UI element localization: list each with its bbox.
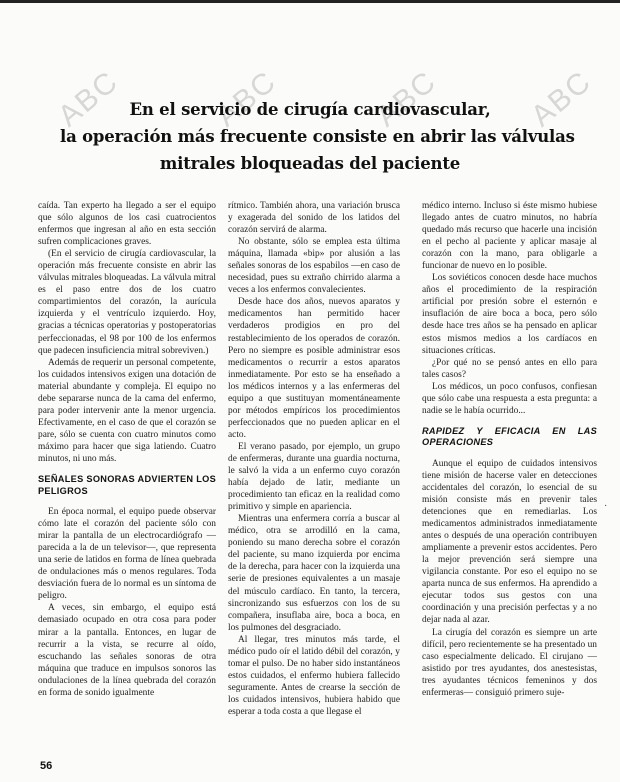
column-2 — [228, 200, 400, 775]
column-1 — [38, 200, 216, 760]
col2-paragraph: Mientras una enfermera corría a buscar al médico, otra se arrodilló en la cama, poniendo su mano derecha sobre el corazón del paciente, su mano izquierda por encima de la derecha, para hacer con la izquierda una serie de presiones equivalentes a un masaje del músculo cardíaco. En tanto, la tercera, sincronizando sus esfuerzos con los de su compañera, insuflaba aire, boca a boca, en los pulmones del desgraciado. — [228, 514, 400, 633]
col3-paragraph: Los soviéticos conocen desde hace muchos años el procedimiento de la respiración artificial por presión sobre el esternón e insuflación de aire boca a boca, pero sólo desde hace tres años se ha pensado en aplicar estos mismos medios a los cardíacos en situaciones críticas. — [422, 273, 597, 356]
headline — [60, 96, 575, 177]
col2-paragraph: Desde hace dos años, nuevos aparatos y medicamentos han permitido hacer verdaderos prodigios en pro del restablecimiento de los operados de corazón. Pero no siempre es posible administrar esos medicamentos o recurrir a estos aparatos inmediatamente. Por esto se ha enseñado a los médicos internos y a las enfermeras del equipo a que sustituyan momentáneamente por métodos empíricos los procedimientos perfeccionados que no pueden aplicar en el acto. — [228, 297, 400, 440]
headline-line-1: En el servicio de cirugía cardiovascular, — [129, 100, 491, 119]
headline-line-2: la operación más frecuente consiste en abrir las válvulas — [60, 127, 575, 146]
col2-paragraph: El verano pasado, por ejemplo, un grupo de enfermeras, durante una guardia nocturna, le salvó la vida a un enfermo cuyo corazón había dejado de latir, mediante un procedimiento tan eficaz en la realidad como primitivo y simple en apariencia. — [228, 441, 400, 513]
watermark-logo: ABC — [52, 64, 126, 134]
watermark-logo: ABC — [525, 64, 599, 134]
column-3 — [422, 200, 597, 775]
col2-paragraph: No obstante, sólo se emplea esta última máquina, llamada «bip» por alusión a las señales sonoras de los espabilos —en caso de necesidad, pues su extraño chirrido alarma a veces a los enfermos convalecientes. — [228, 237, 400, 296]
headline-line-3: mitrales bloqueadas del paciente — [159, 154, 461, 173]
watermark-logo: ABC — [370, 64, 444, 134]
col1-subheading: SEÑALES SONORAS ADVIERTEN LOS PELIGROS — [38, 474, 216, 496]
col1-paragraph: Además de requerir un personal competente, los cuidados intensivos exigen una dotación de material abundante y compleja. El equipo no debe separarse nunca de la cama del enfermo, para poder intervenir ante la menor urgencia. Efectivamente, en el caso de que el corazón se pare, sólo se cuenta con cuatro minutos como máximo para hacer que siga latiendo. Cuatro minutos, ni uno más. — [38, 357, 216, 464]
col3-paragraph: Aunque el equipo de cuidados intensivos tiene misión de hacerse valer en detecciones accidentales del corazón, lo esencial de su misión consiste más en prevenir tales detenciones que en remediarlas. Los medicamentos administrados inmediatamente antes o después de una operación contribuyen ampliamente a prevenir estos accidentes. Pero la mejor prevención será siempre una vigilancia constante. Por eso el equipo no se aparta nunca de sus enfermos. Ha aprendido a ejecutar todos sus gestos con una coordinación y una precisión perfectas y a no dejar nada al azar. — [422, 458, 597, 626]
col1-paragraph: (En el servicio de cirugía cardiovascular, la operación más frecuente consiste en abrir las válvulas mitrales bloqueadas. La válvula mitral es el paso entre dos de los cuatro compartimientos del corazón, la aurícula izquierda y el ventrículo izquierdo. Hoy, gracias a técnicas operatorias y postoperatorias perfeccionadas, el 98 por 100 de los enfermos que padecen insuficiencia mitral sobreviven.) — [38, 249, 216, 356]
col3-paragraph: La cirugía del corazón es siempre un arte difícil, pero recientemente se ha presentado un caso especialmente delicado. El cirujano —asistido por tres ayudantes, dos anestesistas, tres ayudantes técnicos femeninos y dos enfermeras— consiguió primero suje- — [422, 627, 597, 698]
col3-subheading: RAPIDEZ Y EFICACIA EN LAS OPERACIONES — [422, 425, 597, 448]
col2-paragraph: Al llegar, tres minutos más tarde, el médico pudo oír el latido débil del corazón, y tomar el pulso. De no haber sido instantáneos estos cuidados, el enfermo hubiera fallecido seguramente. Antes de crearse la sección de los cuidados intensivos, hubiera habido que esperar a toda costa a que llegase el — [228, 634, 400, 717]
col3-paragraph: ¿Por qué no se pensó antes en ello para tales casos? — [422, 357, 597, 380]
col3-paragraph: médico interno. Incluso si éste mismo hubiese llegado antes de cuatro minutos, no habría quedado más recurso que hacerle una incisión en el pecho al paciente y aplicar masaje al corazón con la mano, para obligarle a funcionar de nuevo en lo posible. — [422, 201, 597, 272]
margin-mark: · — [604, 500, 608, 511]
col3-paragraph: Los médicos, un poco confusos, confiesan que sólo cabe una respuesta a esta pregunta: a nadie se le había ocurrido... — [422, 381, 597, 416]
watermark-logo: ABC — [210, 64, 284, 134]
col2-paragraph: rítmico. También ahora, una variación brusca y exagerada del sonido de los latidos del corazón servirá de alarma. — [228, 201, 400, 236]
top-rule — [0, 0, 620, 3]
col1-paragraph: A veces, sin embargo, el equipo está demasiado ocupado en otra cosa para poder mirar a la pantalla. Entonces, en lugar de recurrir a la vista, se recurre al oído, escuchando las señales sonoras de otra máquina que traduce en impulsos sonoros las ondulaciones de la línea quebrada del corazón en forma de sonido igualmente — [38, 603, 216, 698]
page-number: 56 — [40, 760, 53, 772]
col1-paragraph: caída. Tan experto ha llegado a ser el equipo que sólo algunos de los casi cuatrocientos enfermos que ingresan al año en esta sección sufren complicaciones graves. — [38, 201, 216, 248]
col1-paragraph: En época normal, el equipo puede observar cómo late el corazón del paciente sólo con mirar la pantalla de un electrocardiógrafo —parecida a la de un televisor—, que representa una serie de latidos en forma de línea quebrada de ondulaciones más o menos regulares. Toda desviación fuera de lo normal es un síntoma de peligro. — [38, 507, 216, 602]
